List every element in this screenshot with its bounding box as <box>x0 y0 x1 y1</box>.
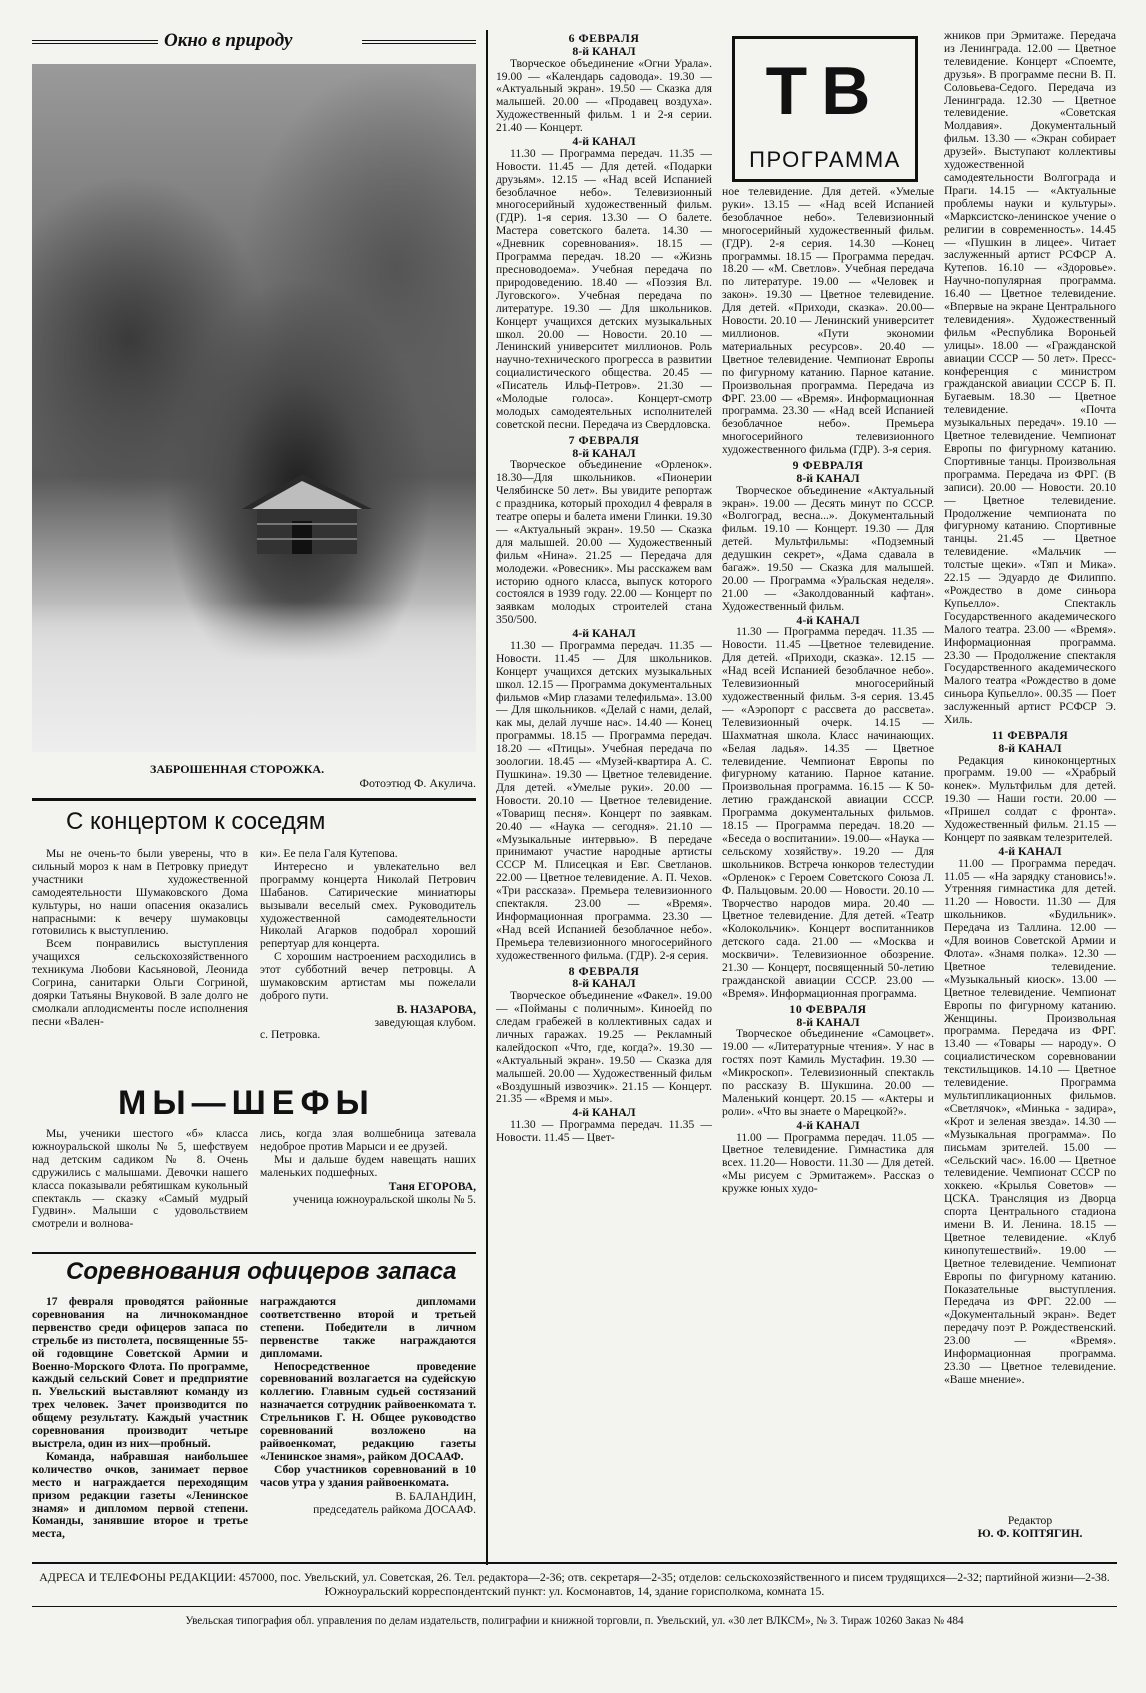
tv-channel-heading: 4-й КАНАЛ <box>572 1105 636 1120</box>
tv-program-header <box>732 36 918 182</box>
tv-channel-heading: 4-й КАНАЛ <box>796 1117 860 1132</box>
article1-paragraph: Всем понравились выступления учащихся сельскохозяйственного техникума Любови Касьяновой, Леонида Согрина, санитарки Ольги Согриной, доярки Татьяны Внуковой. В зале долго не смолкали аплодисменты после исполнения песни «Вален- <box>32 937 248 1028</box>
tv-channel-heading: 4-й КАНАЛ <box>572 626 636 641</box>
article3-paragraph: награждаются дипломами соответственно второй и третьей степени. Победители в личном первенстве также награждаются дипломами. <box>260 1296 476 1360</box>
section-header-window <box>32 30 476 52</box>
tv-listing: Редакция киноконцертных программ. 19.00 — «Храбрый конек». Мультфильм для детей. 19.30 — Наши гости. 20.00 — «Пришел солдат с фронта». Художественный фильм. 21.15 — Концерт по заявкам телезрителей. <box>944 753 1116 844</box>
editor-name: Ю. Ф. КОПТЯГИН. <box>977 1527 1083 1540</box>
tv-channel-heading: 8-й КАНАЛ <box>572 976 636 991</box>
tv-listing: Творческое объединение «Орленок». 18.30—Для школьников. «Пионерии Челябинске 50 лет». Вы увидите репортаж с праздника, который проходил 4 февраля в театре оперы и балета имени Глинки. 19.30 — «Актуальный экран». 19.50 — Сказка для малышей. 20.00 — Художественный фильм «Нина». 21.25 — Передача для молодежи. «Ровесник». Мы расскажем вам историю одного класса, выпуск которого состоялся в 1939 году. 22.00 — Концерт по заявкам молодых строителей стана 350/500. <box>496 458 712 627</box>
tv-listing: 11.00 — Программа передач. 11.05 — «На зарядку становись!». Утренняя гимнастика для детей. 11.20 — Новости. 11.30 — Для школьников. «Будильник». Передача из Таллина. 12.00 — «Для воинов Советской Армии и Флота». «Знамя полка». 12.30 — Цветное телевидение. «Музыкальный киоск». 13.00 — Цветное телевидение. Чемпионат Европы по фигурному катанию. Женщины. Произвольная программа. Передача из ФРГ. 13.40 — «Товары — народу». О социалистическом соревновании текстильщиков. 14.10 — Цветное телевидение. Программа мультипликационных фильмов. «Светлячок», «Минька - задира», «Крот и зеленая звезда». 14.30 — «Музыкальная программа». По письмам зрителей. 15.00 — «Сельский час». 16.00 — Цветное телевидение. Чемпионат СССР по хоккею. «Крылья Советов» — ЦСКА. Трансляция из Дворца спорта Центрального стадиона имени В. И. Ленина. 18.15 — Цветное телевидение. «Клуб кинопутешествий». 19.00 — Цветное телевидение. Чемпионат Европы по фигурному катанию. Показательные выступления. Передача из ФРГ. 22.00 — «Документальный экран». Ведет передачу поэт Р. Рождественский. 23.00 — «Время». Информационная программа. 23.30 — Цветное телевидение. «Ваше мнение». <box>944 856 1116 1386</box>
tv-channel-heading: 8-й КАНАЛ <box>572 445 636 460</box>
tv-listing: Творческое объединение «Огни Урала». 19.00 — «Календарь садовода». 19.30 — «Актуальный экран». 19.50 — Сказка для малышей. 20.00 — «Продавец воздуха». Художественный фильм. 1 и 2-я серии. 21.40 — Концерт. <box>496 56 712 135</box>
tv-column-3 <box>944 30 1116 1508</box>
article-title-concert: С концертом к соседям <box>66 808 326 835</box>
photo-abandoned-hut <box>32 64 476 752</box>
article3-paragraph: Непосредственное проведение соревнований возлагается на судейскую коллегию. Главным судьей состязаний назначается сотрудник райвоенкомата т. Стрельников Г. Н. Общее руководство соревнований возложено на райвоенкомат, редакцию газеты «Ленинское знамя», райком ДОСААФ. <box>260 1359 476 1463</box>
tv-subtitle: ПРОГРАММА <box>749 147 901 172</box>
tv-listing: 11.30 — Программа передач. 11.35 — Новости. 11.45 — Цвет- <box>496 1118 712 1145</box>
tv-date-heading: 6 ФЕВРАЛЯ <box>568 31 640 45</box>
article2-author: Таня ЕГОРОВА, <box>388 1179 476 1193</box>
tv-channel-heading: 8-й КАНАЛ <box>796 1014 860 1029</box>
tv-date-heading: 7 ФЕВРАЛЯ <box>568 432 640 447</box>
article1-paragraph: ки». Ее пела Галя Кутепова. <box>260 848 398 860</box>
tv-channel-heading: 4-й КАНАЛ <box>796 612 860 627</box>
tv-channel-heading: 8-й КАНАЛ <box>796 470 860 485</box>
tv-date-heading: 10 ФЕВРАЛЯ <box>789 1001 867 1016</box>
article1-paragraph: С хорошим настроением расходились в этот субботний вечер петровцы. А шумаковским артистам мы пожелали доброго пути. <box>260 950 476 1002</box>
tv-channel-heading: 4-й КАНАЛ <box>998 843 1062 858</box>
tv-column-1 <box>496 30 712 1558</box>
tv-column-2 <box>722 186 934 1558</box>
article-title-officers: Соревнования офицеров запаса <box>66 1258 457 1285</box>
tv-title: ТВ <box>765 53 885 129</box>
article-title-patrons: МЫ—ШЕФЫ <box>118 1084 375 1122</box>
article3-author-role: председатель райкома ДОСААФ. <box>313 1502 476 1516</box>
photo-credit: Фотоэтюд Ф. Акулича. <box>359 776 476 790</box>
article3-paragraph: 17 февраля проводятся районные соревнования на личнокомандное первенство среди офицеров запаса по стрельбе из пистолета, посвященные 55-ой годовщине Советской Армии и Военно-Морского Флота. По программе, каждый сельский Совет и предприятие п. Увельский выставляют команду из трех человек. Зачет производится по общему результату. Каждый участник соревнования производит четыре выстрела, один из них—пробный. <box>32 1296 248 1450</box>
tv-date-heading: 11 ФЕВРАЛЯ <box>991 727 1069 742</box>
article1-place: с. Петровка. <box>260 1027 321 1041</box>
tv-listing: 11.30 — Программа передач. 11.35 — Новости. 11.45 —Цветное телевидение. Для детей. «Приходи, сказка». 12.15 — «Над всей Испанией безоблачное небо». Телевизионный многосерийный художественный фильм. 3-я серия. 13.45— «Аэропорт с рассвета до рассвета». Телевизионный очерк. 14.15 — Шахматная школа. Класс начинающих. «Белая ладья». 14.35 — Цветное телевидение. Чемпионат Европы по фигурному катанию. Парное катание. Произвольная программа. 16.15 — К 50-летию гражданской авиации СССР. Программа документальных фильмов. 18.15 — Программа передач. 18.20 — «Беседа о воспитании». 19.00— «Наука — сельскому хозяйству». 19.20 — Для школьников. Встреча юнкоров телестудии «Орленок» с Героем Советского Союза Л. Ф. Пальцовым. 20.00 — Новости. 20.10 — Творчество народов мира. 20.40 — Цветное телевидение. Для детей. «Театр «Колокольчик». Концерт воспитанников детского сада. 21.00 — «Москва и москвичи». Телевизионное обозрение. 21.30 — Концерт, посвященный 50-летию гражданской авиации СССР. 23.00 — «Время». Информационная программа. <box>722 625 934 1000</box>
cabin-illustration <box>232 469 382 559</box>
article2-paragraph: лись, когда злая волшебница затевала недоброе против Марыси и ее друзей. <box>260 1128 476 1153</box>
article3-paragraph: Команда, набравшая наибольшее количество очков, занимает первое место и награждается переходящим призом редакции газеты «Ленинское знамя» и дипломом первой степени. Команды, занявшие второе и третье места, <box>32 1449 248 1541</box>
article2-paragraph: Мы и дальше будем навещать наших маленьких подшефных. <box>260 1152 476 1179</box>
article3-author: В. БАЛАНДИН, <box>395 1489 476 1503</box>
tv-channel-heading: 4-й КАНАЛ <box>572 134 636 149</box>
footer-print-info: Увельская типография обл. управления по делам издательств, полиграфии и книжной торговли, п. Увельский, ул. «30 лет ВЛКСМ», № 3. Тираж 10260 Заказ № 484 <box>185 1615 964 1627</box>
article3-paragraph: Сбор участников соревнований в 10 часов утра у здания райвоенкомата. <box>260 1462 476 1489</box>
tv-listing: 11.30 — Программа передач. 11.35 — Новости. 11.45 — Для школьников. Концерт учащихся детских музыкальных школ. 12.15 — Программа документальных фильмов «Мир глазами телефильма». 13.00 — Для школьников. «Делай с нами, делай, как мы, делай лучше нас». 14.40 — Конец программы. 18.15 — Программа передач. 18.20 — «Птицы». Учебная передача по зоологии. 18.45 — «Музей-квартира А. С. Пушкина». 19.30 — Цветное телевидение. Для детей. «Умелые руки». 20.00 — Новости. 20.10 — Цветное телевидение. «Товарищ песня». Концерт по заявкам. 20.40 — «Наука — сегодня». 21.10 — «Музыкальные интервью». В передаче принимают участие народные артисты СССР М. Плисецкая и Евг. Светланов. 22.00 — Цветное телевидение. А. П. Чехов. «Три рассказа». Премьера телевизионного спектакля. 23.00 — «Время». Информационная программа. 23.30 — «Над всей Испанией безоблачное небо». Премьера телевизионного многосерийного художественного фильма. (ГДР). 2-я серия. <box>496 638 712 962</box>
article1-author: В. НАЗАРОВА, <box>396 1002 476 1016</box>
tv-listing: Творческое объединение «Актуальный экран». 19.00 — Десять минут по СССР. «Волгоград, весна...». Документальный фильм. 19.10 — Концерт. 19.30 — Для детей. Мультфильмы: «Подземный дедушкин секрет», «Дама сдавала в багаж». 19.50 — Сказка для малышей. 20.00 — Программа «Уральская неделя». 21.00 — «Заколдованный кафтан». Художественный фильм. <box>722 483 934 613</box>
tv-listing: Творческое объединение «Самоцвет». 19.00 — «Литературные чтения». У нас в гостях поэт Камиль Мустафин. 19.30 — «Микроскоп». Телевизионный спектакль по рассказу В. Шукшина. 20.00 — Маленький концерт. 20.15 — «Актеры и роли». «Что вы знаете о Марецкой?». <box>722 1027 934 1118</box>
tv-date-heading: 9 ФЕВРАЛЯ <box>792 458 864 473</box>
article1-paragraph: Интересно и увлекательно вел программу концерта Николай Петрович Шабанов. Сатирические миниатюры вызывали веселый смех. Руководитель художественной самодеятельности Николай Агарков подобрал хороший репертуар для концерта. <box>260 859 476 951</box>
tv-listing: 11.00 — Программа передач. 11.05 — Цветное телевидение. Гимнастика для всех. 11.20— Новости. 11.30 — Для детей. «Мы рисуем с Эрмитажем». Рассказ о кружке юных худо- <box>722 1130 934 1196</box>
footer-address: АДРЕСА И ТЕЛЕФОНЫ РЕДАКЦИИ: 457000, пос. Увельский, ул. Советская, 26. Тел. редактора—2-36; отв. секретаря—2-35; отделов: сельскохозяйственного и писем трудящихся—2-32; партийной жизни—2-38. Южноуральский корреспондентский пункт: ул. Космонавтов, 14, здание горисполкома, комната 15. <box>39 1570 1110 1598</box>
section-title: Окно в природу <box>164 30 293 51</box>
article1-paragraph: Мы не очень-то были уверены, что в сильный мороз к нам в Петровку приедут участники художественной самодеятельности Шумаковского Дома культуры, но наши опасения оказались напрасными: к вечеру шумаковцы готовились к выступлению. <box>32 848 248 938</box>
tv-listing: Творческое объединение «Факел». 19.00 — «Пойманы с поличным». Киноейд по следам грабежей в коллективных садах и личных гаражах. 19.25 — Рекламный калейдоскоп «Что, где, когда?». 19.30 — «Актуальный экран». 19.50 — Сказка для малышей. 20.00 — Художественный фильм «Воздушный извозчик». 21.15 — Концерт. 21.35 — «Время и мы». <box>496 989 712 1106</box>
editor-label: Редактор <box>1007 1514 1053 1527</box>
tv-listing: жников при Эрмитаже. Передача из Ленинграда. 12.00 — Цветное телевидение. Концерт «Споемте, друзья». В программе песни В. П. Соловьева-Седого. Передача из Ленинграда. 12.30 — Цветное телевидение. «Советская Молдавия». Документальный фильм. 13.30 — «Экран собирает друзей». Выступают коллективы художественной самодеятельности Волгограда и Праги. 14.15 — «Актуальные проблемы науки и культуры». «Марксистско-ленинское учение о религии в современность». 14.45 — «Пушкин в лицее». Читает заслуженный артист РСФСР А. Кутепов. 16.10 — «Здоровье». Научно-популярная программа. 16.40 — Цветное телевидение. «Впервые на экране Центрального телевидения». Художественный фильм «Республика Вороньей улицы». 18.00 — «Гражданской авиации СССР — 50 лет». Пресс-конференция с министром гражданской авиации СССР Б. П. Бугаевым. 18.30 — Цветное телевидение. «Почта музыкальных передач». 19.10 — Цветное телевидение. Чемпионат Европы по фигурному катанию. Спортивные танцы. Произвольная программа. Передача из ФРГ. (В записи). 20.00 — Новости. 20.10 — Цветное телевидение. Продолжение чемпионата по фигурному катанию. Спортивные танцы. 21.45 — Цветное телевидение. «Мальчик — толстые щеки». «Тяп и Мика». 22.15 — Эдуардо де Филиппо. «Рождество в доме синьора Купьелло». Спектакль Государственного академического Малого театра. 23.00 — «Время». Информационная программа. 23.30 — Продолжение спектакля Государственного академического Малого театра «Рождество в доме синьора Купьелло». 00.35 — Поет заслуженный артист РСФСР Э. Хиль. <box>944 30 1116 727</box>
tv-date-heading: 8 ФЕВРАЛЯ <box>568 963 640 978</box>
article2-author-role: ученица южноуральской школы № 5. <box>292 1192 476 1206</box>
tv-channel-heading: 8-й КАНАЛ <box>572 43 636 58</box>
tv-listing: 11.30 — Программа передач. 11.35 — Новости. 11.45 — Для детей. «Подарки друзьям». 12.15 — «Над всей Испанией безоблачное небо». Телевизионный многосерийный художественный фильм. (ГДР). 1-я серия. 13.30 — О балете. Мастера советского балета. 14.30 — «Дневник соревнования». 18.15 — Программа передач. 18.20 — «Жизнь пресноводоема». Учебная передача по природоведению. 18.40 — «Поэзия Вл. Луговского». Учебная передача по литературе. 19.30 — Для школьников. Концерт учащихся детских музыкальных школ. 20.00 — Новости. 20.10 — Ленинский университет миллионов. Роль научно-технического прогресса в развитии социалистического общества. 20.45 — «Писатель Ильф-Петров». 21.30 — «Молодые голоса». Концерт-смотр молодых самодеятельных исполнителей советской песни. Передача из Свердловска. <box>496 146 712 431</box>
tv-channel-heading: 8-й КАНАЛ <box>998 740 1062 755</box>
photo-caption: ЗАБРОШЕННАЯ СТОРОЖКА. <box>150 762 325 776</box>
article2-paragraph: Мы, ученики шестого «б» класса южноуральской школы № 5, шефствуем над детским садиком № 8. Очень сдружились с малышами. Девочки нашего класса показывали ребятишкам кукольный спектакль — сказку «Самый мудрый Гудвин». Малыши с удовольствием смотрели и волнова- <box>32 1128 248 1231</box>
article1-author-role: заведующая клубом. <box>374 1015 476 1029</box>
tv-listing: ное телевидение. Для детей. «Умелые руки». 13.15 — «Над всей Испанией безоблачное небо». Телевизионный многосерийный художественный фильм. (ГДР). 2-я серия. 14.30 —Конец программы. 18.15 — Программа передач. 18.20 — «М. Светлов». Учебная передача по литературе. 19.00 — «Человек и закон». 19.30 — Цветное телевидение. Для детей. «Приходи, сказка». 20.00— Новости. 20.10 — Ленинский университет миллионов. «Пути экономии материальных ресурсов». 20.40 — Цветное телевидение. Чемпионат Европы по фигурному катанию. Парное катание. Произвольная программа. Передача из ФРГ. 23.00 — «Время». Информационная программа. 23.30 — «Над всей Испанией безоблачное небо». Премьера многосерийного телевизионного художественного фильма (ГДР). 3-я серия. <box>722 186 934 457</box>
